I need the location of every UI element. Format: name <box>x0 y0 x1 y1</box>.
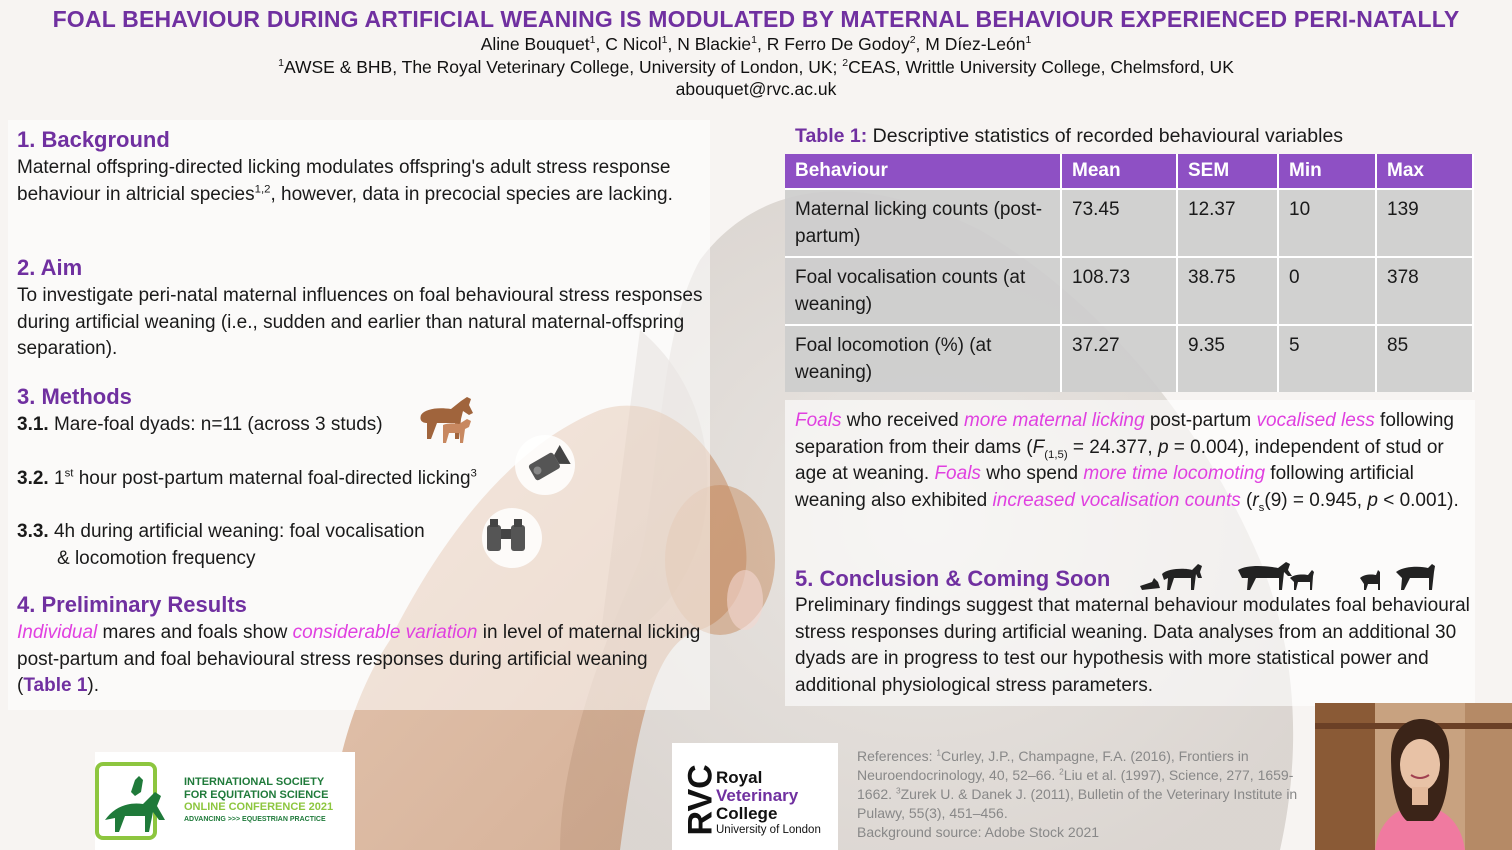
ises-line-4: ADVANCING >>> EQUESTRIAN PRACTICE <box>184 815 326 823</box>
highlight-text: Foals <box>795 410 842 431</box>
methods-heading: 3. Methods <box>17 384 132 409</box>
citation-sup: 1,2 <box>254 183 271 196</box>
table-header-cell: SEM <box>1177 154 1278 189</box>
rvc-line-3: College <box>716 804 778 823</box>
background-text <box>17 155 707 208</box>
body-text: mares and foals show <box>97 622 293 643</box>
aim-text: To investigate peri-natal maternal influences on foal behavioural stress responses during artificial weaning (i.e., sudden and earlier than natural maternal-offspring separation). <box>17 285 703 359</box>
table-header-cell: Mean <box>1061 154 1177 189</box>
rvc-mark: RVC <box>681 764 720 836</box>
highlight-text: Individual <box>17 622 98 643</box>
table-cell: 10 <box>1278 189 1376 257</box>
binoculars-icon <box>484 515 528 555</box>
ises-line-1: INTERNATIONAL SOCIETY <box>184 776 325 788</box>
table-cell: 0 <box>1278 257 1376 325</box>
author-affil-sup: 2 <box>909 34 916 47</box>
method-text-line2: & locomotion frequency <box>57 547 256 569</box>
body-text: ). <box>87 675 99 696</box>
method-text: 4h during artificial weaning: foal vocalisation <box>48 521 425 542</box>
affil-sup: 2 <box>842 57 849 70</box>
table-cell: 85 <box>1376 325 1473 392</box>
rvc-line-4: University of London <box>716 824 821 836</box>
body-text: (9) = 0.945, <box>1264 489 1368 511</box>
author: M Díez-León <box>925 34 1026 54</box>
descriptive-statistics-table <box>785 154 1474 392</box>
ref-text: Zurek U. & Danek J. (2011), Bulletin of the Veterinary Institute in Pulawy, 55(3), 451–456. <box>857 786 1298 821</box>
method-text-pre: 1 <box>48 468 65 489</box>
highlight-text: Foals <box>934 463 981 484</box>
body-text: ( <box>1240 489 1253 511</box>
table-caption <box>795 125 1343 148</box>
highlight-text: increased vocalisation counts <box>992 489 1241 511</box>
affil-2: CEAS, Writtle University College, Chelmsford, UK <box>848 57 1234 77</box>
tablet-rider-icon <box>95 762 185 842</box>
table-cell: 108.73 <box>1061 257 1177 325</box>
table-cell: Maternal licking counts (post-partum) <box>785 189 1061 257</box>
horse-mare-foal-icon <box>415 393 481 445</box>
video-camera-icon <box>522 440 572 490</box>
background-heading: 1. Background <box>17 127 170 152</box>
conclusion-heading: 5. Conclusion & Coming Soon <box>795 566 1111 591</box>
method-text: hour post-partum maternal foal-directed licking <box>73 468 471 489</box>
author: C Nicol <box>605 34 662 54</box>
body-text: who spend <box>980 463 1084 484</box>
background-text-b: , however, data in precocial species are lacking. <box>270 183 673 205</box>
method-text: Mare-foal dyads: n=11 (across 3 studs) <box>48 414 383 435</box>
aim-heading: 2. Aim <box>17 255 83 280</box>
body-text: post-partum <box>1144 410 1257 431</box>
stat-symbol: r <box>1252 489 1259 511</box>
table-cell: 9.35 <box>1177 325 1278 392</box>
body-text: who received <box>841 410 964 431</box>
table-row <box>785 257 1473 325</box>
background-source: Background source: Adobe Stock 2021 <box>857 824 1100 840</box>
body-text: following separation from their dams ( <box>795 410 1454 458</box>
highlight-text: considerable variation <box>292 622 478 643</box>
body-text: in level of maternal licking post-partum and foal behavioural stress responses during artificial weaning ( <box>17 622 701 696</box>
author: N Blackie <box>677 34 752 54</box>
table-header-cell: Behaviour <box>785 154 1061 189</box>
method-number: 3.3. <box>17 521 49 542</box>
ordinal-sup: st <box>64 467 74 480</box>
stat-subscript: (1,5) <box>1044 448 1068 461</box>
ises-line-3: ONLINE CONFERENCE 2021 <box>184 801 334 813</box>
ref-sup: 3 <box>895 785 901 796</box>
table-row <box>785 189 1473 257</box>
body-text: = 24.377, <box>1067 436 1158 458</box>
method-item-1 <box>17 412 477 439</box>
citation-sup: 3 <box>470 467 477 480</box>
method-item-2 <box>17 466 537 493</box>
preliminary-results-text <box>17 620 707 700</box>
ises-conference-logo <box>95 752 355 850</box>
method-number: 3.2. <box>17 468 49 489</box>
conclusion-text: Preliminary findings suggest that maternal behaviour modulates foal behavioural stress responses during artificial weaning. Data analyses from an additional 30 dyads are in progress to test our hypothesis with more statistical power and additional physiological stress parameters. <box>795 595 1470 696</box>
rvc-logo <box>672 743 838 850</box>
affil-1: AWSE & BHB, The Royal Veterinary College, University of London, UK; <box>283 57 843 77</box>
body-text: = 0.004), independent of stud or age at weaning. <box>795 436 1444 484</box>
table-header-cell: Min <box>1278 154 1376 189</box>
author-affil-sup: 1 <box>589 34 596 47</box>
table-cell: 12.37 <box>1177 189 1278 257</box>
stat-symbol: p <box>1157 436 1169 458</box>
method-number: 3.1. <box>17 414 49 435</box>
stat-symbol: F <box>1032 436 1045 458</box>
author-affil-sup: 1 <box>751 34 757 47</box>
references <box>857 747 1302 842</box>
table-cell: Foal locomotion (%) (at weaning) <box>785 325 1061 392</box>
stat-subscript: s <box>1258 501 1265 514</box>
table-1-reference[interactable]: Table 1 <box>23 675 88 696</box>
table-row <box>785 325 1473 392</box>
presenter-avatar <box>1315 703 1512 850</box>
author-affil-sup: 1 <box>661 34 668 47</box>
table-cell: 5 <box>1278 325 1376 392</box>
body-text: < 0.001). <box>1377 489 1459 511</box>
highlight-text: vocalised less <box>1256 410 1375 431</box>
table-cell: 378 <box>1376 257 1473 325</box>
authors-line: Aline Bouquet$^1$, C Nicol$^1$, N Blackie$^1$, R Ferro De Godoy$^2$, M Díez-León$^1$ <box>480 34 1032 54</box>
affil-sup: 1 <box>278 57 284 70</box>
ref-sup: 2 <box>1059 766 1064 777</box>
table-caption-label: Table 1: <box>795 125 868 147</box>
affiliations <box>0 57 1512 78</box>
table-cell: 73.45 <box>1061 189 1177 257</box>
table-caption-text: Descriptive statistics of recorded behavioural variables <box>867 125 1344 147</box>
table-header-cell: Max <box>1376 154 1473 189</box>
background-text-a: Maternal offspring-directed licking modulates offspring's adult stress response behaviour in altricial species <box>17 157 671 205</box>
author: Aline Bouquet <box>480 34 590 54</box>
body-text: following artificial weaning also exhibited <box>795 463 1414 511</box>
rvc-line-1: Royal <box>716 768 763 787</box>
stat-symbol: p <box>1367 489 1378 511</box>
author: R Ferro De Godoy <box>766 34 910 54</box>
preliminary-results-heading: 4. Preliminary Results <box>17 592 247 617</box>
table-cell: Foal vocalisation counts (at weaning) <box>785 257 1061 325</box>
horse-silhouettes-icon <box>1138 560 1438 592</box>
rvc-line-2: Veterinary <box>716 786 799 805</box>
highlight-text: more maternal licking <box>963 410 1145 431</box>
ises-line-2: FOR EQUITATION SCIENCE <box>184 788 329 801</box>
ref-sup: 1 <box>936 747 942 758</box>
highlight-text: more time locomoting <box>1083 463 1266 484</box>
ref-label: References: <box>857 748 937 764</box>
ref-text: Curley, J.P., Champagne, F.A. (2016), Frontiers in Neuroendocrinology, 40, 52–66. <box>857 748 1249 783</box>
method-item-3 <box>17 519 477 572</box>
table-header-row <box>785 154 1473 189</box>
contact-email[interactable]: abouquet@rvc.ac.uk <box>675 79 837 99</box>
author-affil-sup: 1 <box>1025 34 1032 47</box>
table-cell: 37.27 <box>1061 325 1177 392</box>
findings-text <box>795 408 1475 514</box>
poster-title: FOAL BEHAVIOUR DURING ARTIFICIAL WEANING IS MODULATED BY MATERNAL BEHAVIOUR EXPERIENCED PERI-NATALLY <box>52 6 1460 32</box>
table-cell: 38.75 <box>1177 257 1278 325</box>
presenter-webcam <box>1315 703 1512 850</box>
ref-text: Liu et al. (1997), Science, 277, 1659-1662. <box>857 767 1294 802</box>
table-cell: 139 <box>1376 189 1473 257</box>
